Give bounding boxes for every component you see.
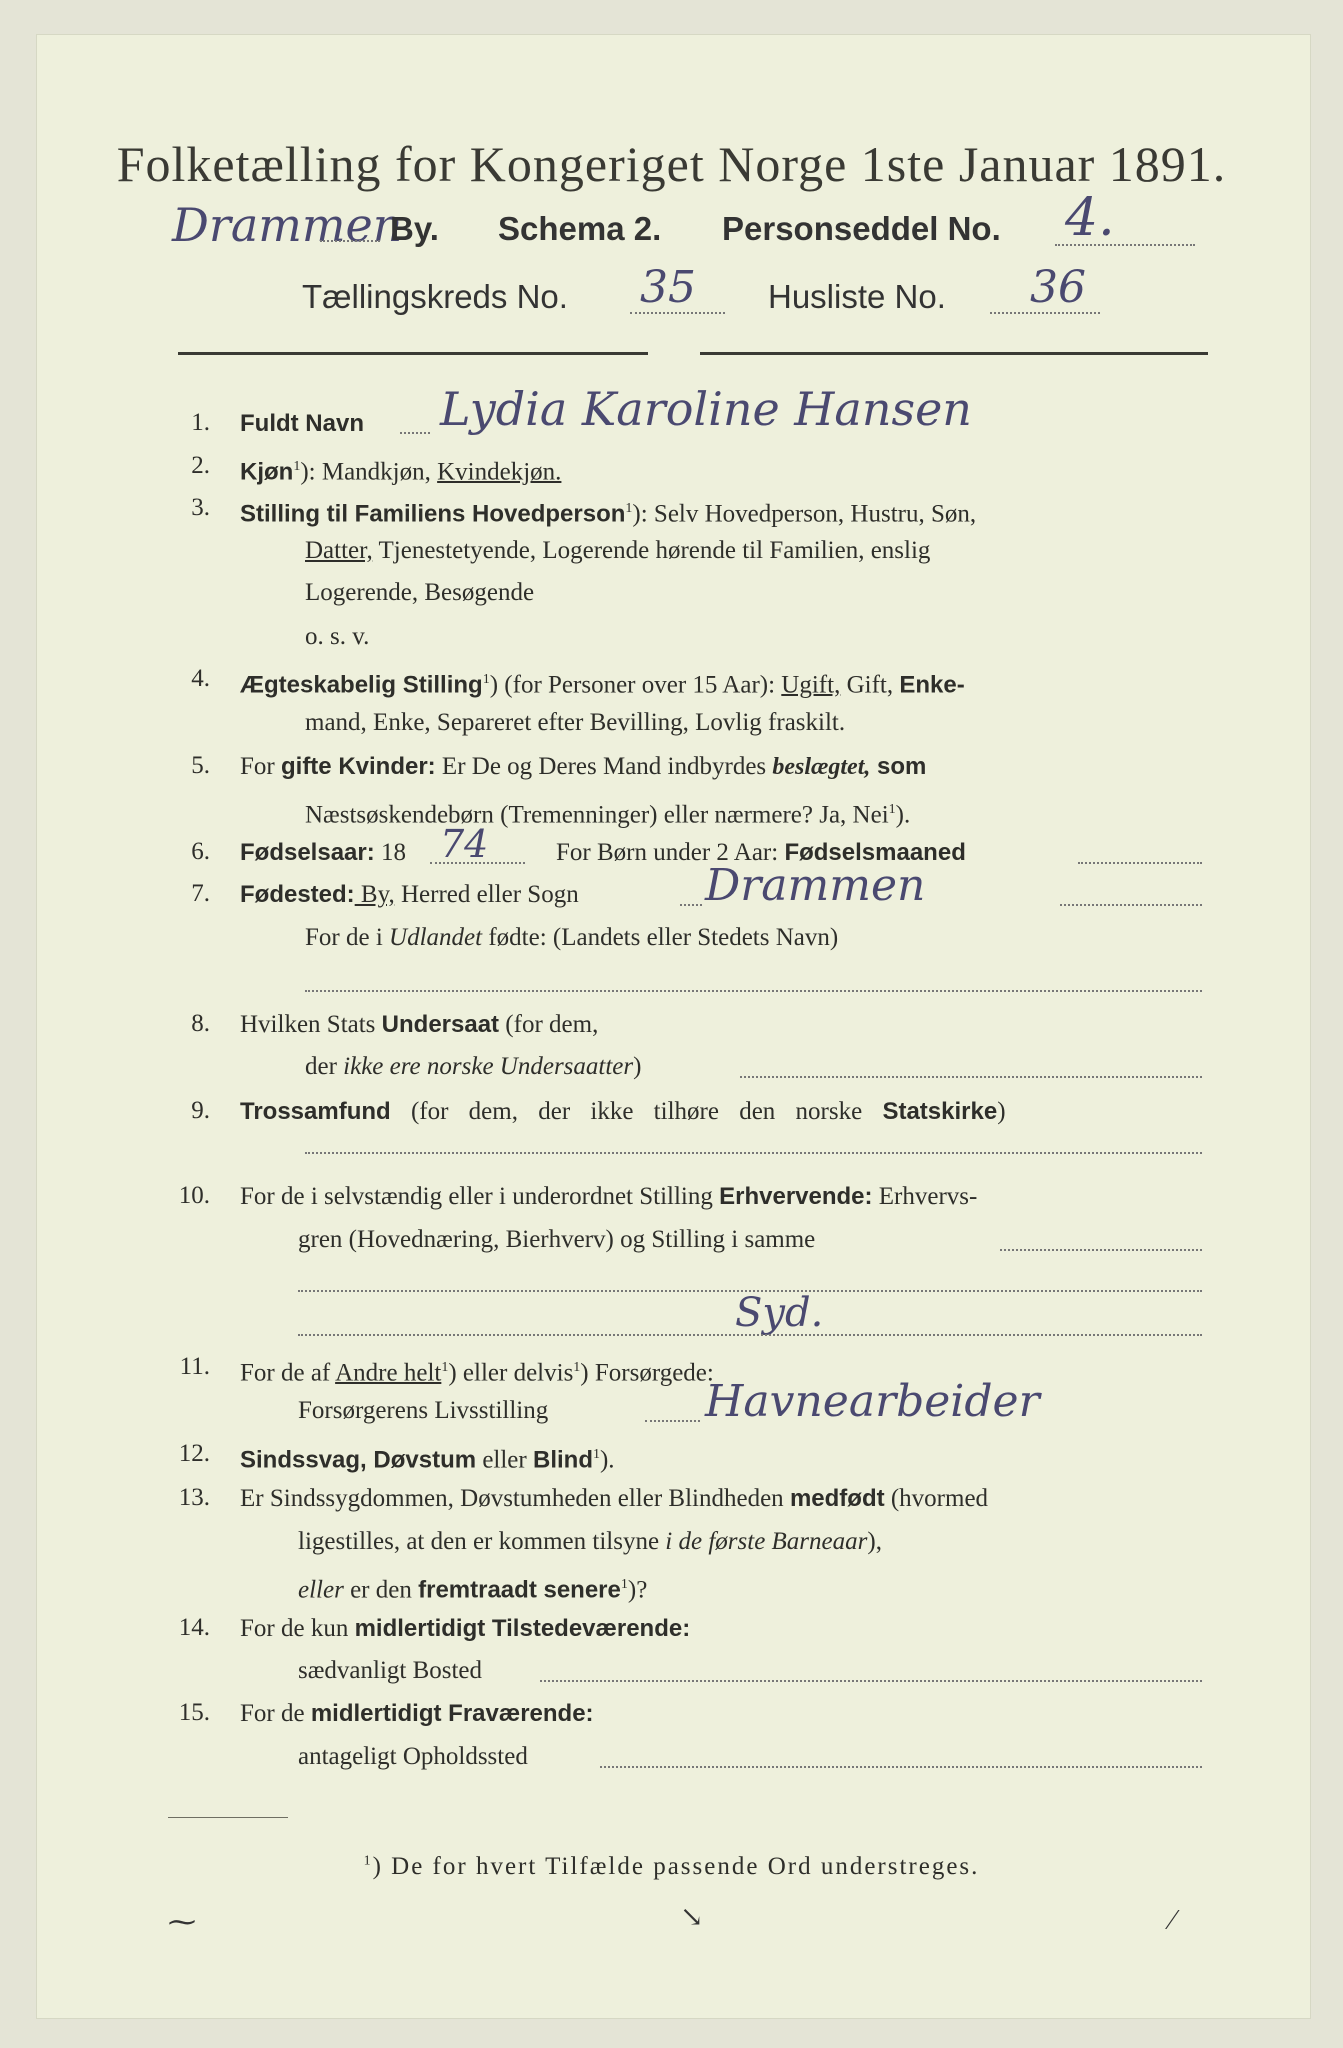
census-form-sheet	[36, 34, 1311, 2019]
footnote: $^1$) De for hvert Tilfælde passende Ord understreges.	[363, 1853, 980, 1880]
pen-mark-center: ↘	[680, 1902, 704, 1933]
item-6-label: Fødselsaar: 18	[240, 839, 406, 866]
item-6-year-dotted-line	[430, 862, 525, 864]
item-14-number: 14.	[178, 1614, 210, 1641]
item-14-line-2: sædvanligt Bosted	[298, 1657, 483, 1684]
item-11-dotted-line	[645, 1420, 700, 1422]
item-9-number: 9.	[191, 1097, 210, 1124]
item-13-line-2: ligestilles, at den er kommen tilsyne i de første Barneaar),	[298, 1528, 882, 1555]
form-title: Folketælling for Kongeriget Norge 1ste Januar 1891.	[116, 136, 1227, 192]
item-1-answer: Lydia Karoline Hansen	[440, 382, 972, 436]
item-9-dotted-line	[305, 1152, 1202, 1154]
item-10-number: 10.	[178, 1182, 210, 1209]
item-15-number: 15.	[178, 1699, 210, 1726]
personseddel-number: 4.	[1065, 188, 1115, 248]
item-15-line-2: antageligt Opholdssted	[298, 1743, 528, 1770]
by-label: By.	[390, 210, 439, 247]
item-13-number: 13.	[178, 1484, 210, 1511]
item-1-number: 1.	[191, 409, 210, 436]
item-10-line-2: gren (Hovednæring, Bierhverv) og Stilling i samme	[298, 1226, 816, 1253]
footnote-rule	[168, 1817, 288, 1818]
item-6-text-2: For Børn under 2 Aar: Fødselsmaaned	[556, 839, 966, 866]
item-4-line-2: mand, Enke, Separeret efter Bevilling, Lovlig fraskilt.	[305, 709, 846, 736]
item-8-line-2: der ikke ere norske Undersaatter)	[305, 1053, 642, 1080]
city-dotted-line	[320, 240, 380, 242]
item-14-dotted-line	[540, 1680, 1202, 1682]
item-14-line-1: For de kun midlertidigt Tilstedeværende:	[240, 1615, 691, 1642]
taellingskreds-dotted-line	[630, 312, 725, 314]
personseddel-label: Personseddel No.	[722, 210, 1001, 247]
item-3-line-2: Datter, Tjenestetyende, Logerende hørende til Familien, enslig	[305, 537, 931, 564]
husliste-number: 36	[1030, 262, 1086, 313]
item-10-answer: Syd.	[735, 1290, 824, 1336]
item-3-line-3: Logerende, Besøgende	[305, 579, 535, 606]
husliste-label: Husliste No.	[768, 278, 946, 315]
schema-label: Schema 2.	[498, 210, 662, 247]
item-6-year-answer: 74	[440, 822, 489, 866]
item-3-line-4: o. s. v.	[305, 623, 370, 650]
header-divider-left	[178, 352, 648, 355]
item-6-month-dotted-line	[1078, 862, 1202, 864]
item-11-line-1: For de af Andre helt$^1$) eller delvis$^1$) Forsørgede:	[240, 1359, 714, 1387]
item-12-number: 12.	[178, 1440, 210, 1467]
header-divider-right	[700, 352, 1208, 355]
item-15-dotted-line	[600, 1766, 1202, 1768]
item-4-line-1: Ægteskabelig Stilling$^1$) (for Personer over 15 Aar): Ugift, Gift, Enke-	[240, 671, 965, 699]
item-5-line-1: For gifte Kvinder: Er De og Deres Mand indbyrdes beslægtet, som	[240, 753, 927, 780]
item-10-dotted-line-a	[1000, 1249, 1202, 1251]
personseddel-dotted-line	[1055, 244, 1195, 246]
taellingskreds-number: 35	[640, 262, 696, 313]
item-7-number: 7.	[191, 880, 210, 907]
item-8-line-1: Hvilken Stats Undersaat (for dem,	[240, 1011, 599, 1038]
item-3-line-1: Stilling til Familiens Hovedperson$^1$): Selv Hovedperson, Hustru, Søn,	[240, 500, 977, 528]
item-7-dotted-line-b	[1060, 904, 1202, 906]
item-6-number: 6.	[191, 838, 210, 865]
husliste-dotted-line	[990, 312, 1100, 314]
item-10-dotted-line-c	[298, 1334, 1202, 1336]
item-8-number: 8.	[191, 1010, 210, 1037]
item-11-answer: Havnearbeider	[705, 1376, 1040, 1427]
item-1-label: Fuldt Navn	[240, 410, 364, 437]
item-8-dotted-line	[740, 1076, 1202, 1078]
item-7-line-1: Fødested: By, Herred eller Sogn	[240, 881, 579, 908]
item-10-line-1: For de i selvstændig eller i underordnet Stilling Erhvervende: Erhvervs-	[240, 1183, 978, 1210]
item-15-line-1: For de midlertidigt Fraværende:	[240, 1700, 594, 1727]
item-2-text: Kjøn$^1$): Mandkjøn, Kvindekjøn.	[240, 458, 562, 486]
item-12-line-1: Sindssvag, Døvstum eller Blind$^1$).	[240, 1446, 615, 1474]
item-11-number: 11.	[179, 1353, 210, 1380]
item-11-line-2: Forsørgerens Livsstilling	[298, 1397, 549, 1424]
item-13-line-3: eller er den fremtraadt senere$^1$)?	[298, 1576, 648, 1604]
item-1-dotted-line	[400, 432, 430, 434]
item-7-line-2: For de i Udlandet fødte: (Landets eller Stedets Navn)	[305, 924, 839, 951]
item-13-line-1: Er Sindssygdommen, Døvstumheden eller Blindheden medfødt (hvormed	[240, 1485, 989, 1512]
item-7-dotted-line-a	[680, 904, 702, 906]
item-5-number: 5.	[191, 752, 210, 779]
taellingskreds-label: Tællingskreds No.	[302, 278, 568, 315]
pen-mark-left: ⁓	[168, 1907, 196, 1938]
item-7-dotted-line-c	[305, 990, 1202, 992]
item-2-number: 2.	[191, 452, 210, 479]
item-4-number: 4.	[191, 665, 210, 692]
item-7-answer: Drammen	[705, 860, 926, 911]
item-9-line-1: Trossamfund (for dem, der ikke tilhøre den norske Statskirke)	[240, 1098, 1006, 1125]
city-handwritten: Drammen	[172, 198, 403, 252]
item-5-line-2: Næstsøskendebørn (Tremenninger) eller nærmere? Ja, Nei$^1$).	[305, 801, 911, 829]
pen-mark-right: ⁄	[1170, 1905, 1175, 1936]
item-3-number: 3.	[191, 494, 210, 521]
